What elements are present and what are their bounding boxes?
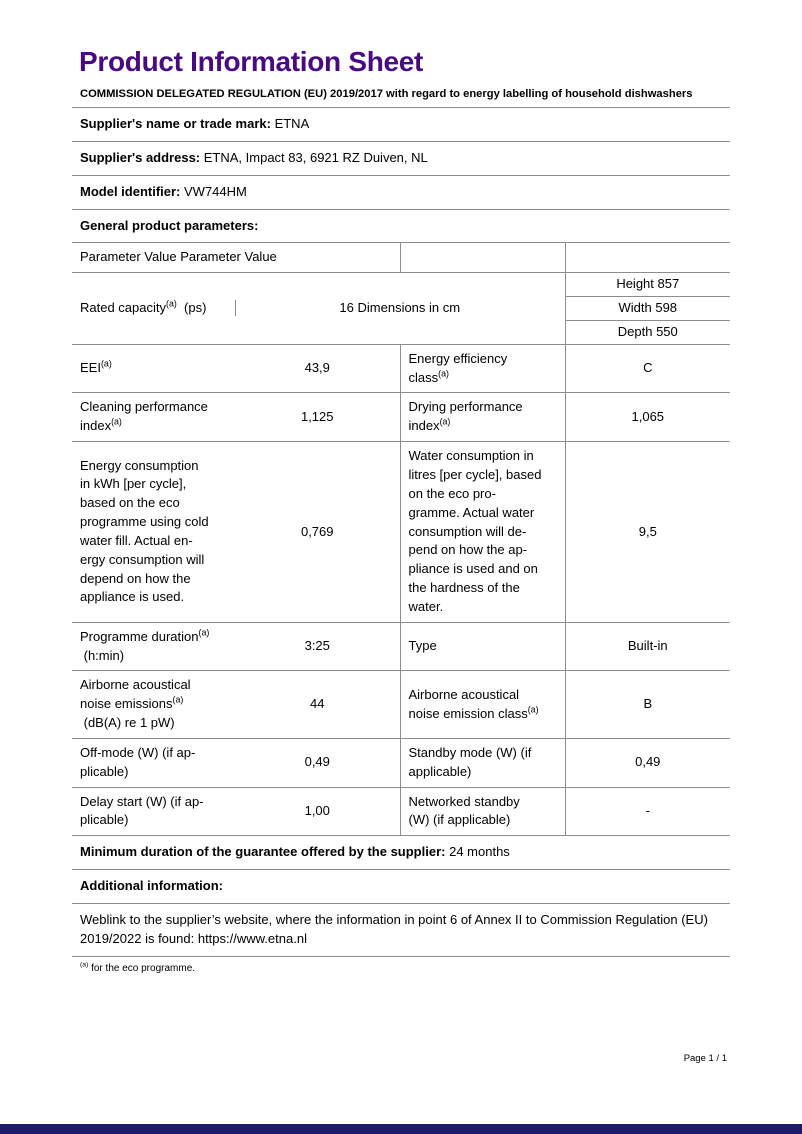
- param-energy-consumption-value: 0,769: [235, 442, 400, 623]
- param-energy-consumption-label: Energy consumption in kWh [per cycle], based on the eco programme using cold water fill. Actual en- ergy consumption will depend on how the appliance is used.: [72, 442, 235, 623]
- param-noise-class-label: Airborne acoustical noise emission class$^{(a)}$: [400, 671, 565, 739]
- model-identifier-label: Model identifier:: [80, 183, 181, 199]
- param-eei-value: 43,9: [235, 344, 400, 393]
- param-type-value: Built-in: [565, 622, 730, 671]
- param-cleaning-value: 1,125: [235, 393, 400, 442]
- param-offmode-label: Off-mode (W) (if ap- plicable): [72, 738, 235, 787]
- param-noise-value: 44: [235, 671, 400, 739]
- general-parameters-heading-row: [72, 209, 730, 243]
- param-duration-value: 3:25: [235, 622, 400, 671]
- supplier-name-value: ETNA: [274, 116, 310, 131]
- dimension-depth-value: 550: [656, 323, 678, 339]
- dimension-width-value: 598: [655, 300, 678, 316]
- model-identifier-cell: [72, 175, 730, 209]
- model-identifier-value: VW744HM: [184, 183, 247, 199]
- dimension-height-label: Height: [616, 276, 654, 292]
- supplier-name-cell: [72, 108, 730, 142]
- param-rated-capacity-value: [235, 273, 565, 345]
- guarantee-label: Minimum duration of the guarantee offered by the supplier:: [80, 844, 446, 860]
- param-noise-class-value: B: [565, 671, 730, 739]
- supplier-name-row: [72, 108, 730, 142]
- param-cleaning-label: Cleaning performance index$^{(a)}$: [72, 393, 235, 442]
- param-standby-label: Standby mode (W) (if applicable): [400, 738, 565, 787]
- additional-info-heading-row: [72, 870, 730, 904]
- param-energy-class-value: C: [565, 344, 730, 393]
- dimension-height: [565, 273, 730, 297]
- param-offmode-value: 0,49: [235, 738, 400, 787]
- param-networked-label: Networked standby (W) (if applicable): [400, 787, 565, 836]
- weblink-cell: [72, 904, 730, 957]
- param-delay-label: Delay start (W) (if ap- plicable): [72, 787, 235, 836]
- supplier-name-label: Supplier's name or trade mark:: [80, 116, 271, 131]
- table-header-row: [72, 243, 730, 273]
- rated-capacity-row: [72, 273, 730, 297]
- table-header-spacer-1: [400, 243, 565, 273]
- supplier-address-cell: [72, 141, 730, 175]
- weblink-url[interactable]: https://www.etna.nl: [197, 930, 307, 946]
- model-identifier-row: [72, 175, 730, 209]
- product-information-sheet: [72, 46, 730, 974]
- table-header-spacer-2: [565, 243, 730, 273]
- duration-type-row: [72, 622, 730, 671]
- weblink-text: Weblink to the supplier’s website, where the information in point 6 of Annex II to Commission Regulation (EU) 2019/2022 is found:: [80, 912, 708, 946]
- guarantee-row: [72, 836, 730, 870]
- parameters-table: [72, 107, 730, 957]
- supplier-address-value: ETNA, Impact 83, 6921 RZ Duiven, NL: [203, 149, 428, 165]
- additional-info-heading: Additional information:: [72, 870, 730, 904]
- cleaning-drying-row: [72, 393, 730, 442]
- param-energy-class-label: Energy efficiency class$^{(a)}$: [400, 344, 565, 393]
- page-indicator: Page 1 / 1: [683, 1053, 727, 1064]
- param-drying-value: 1,065: [565, 393, 730, 442]
- param-water-consumption-label: Water consumption in litres [per cycle], based on the eco pro- gramme. Actual water consumption will de- pend on how the ap- pliance is used and on the hardness of the water.: [400, 442, 565, 623]
- table-header-label: Parameter Value Parameter Value: [72, 243, 400, 273]
- guarantee-cell: [72, 836, 730, 870]
- offmode-standby-row: [72, 738, 730, 787]
- param-type-label: Type: [400, 622, 565, 671]
- footnote: [72, 963, 730, 974]
- supplier-address-row: [72, 141, 730, 175]
- delay-networked-row: [72, 787, 730, 836]
- dimension-width-label: Width: [618, 300, 652, 316]
- dimensions-label: Dimensions in cm: [357, 300, 461, 316]
- param-drying-label: Drying performance index$^{(a)}$: [400, 393, 565, 442]
- weblink-row: [72, 904, 730, 957]
- param-noise-label: Airborne acoustical noise emissions$^{(a)}$ (dB(A) re 1 pW): [72, 671, 235, 739]
- footnote-marker: (a): [80, 961, 89, 969]
- param-rated-capacity-label: Rated capacity$^{(a)}$ (ps): [72, 273, 235, 345]
- guarantee-value: 24 months: [449, 844, 510, 860]
- page-title: Product Information Sheet: [79, 46, 424, 77]
- footnote-text: for the eco programme.: [91, 962, 196, 974]
- general-parameters-heading: General product parameters:: [72, 209, 730, 243]
- param-standby-value: 0,49: [565, 738, 730, 787]
- rated-capacity-value: 16: [339, 300, 354, 316]
- param-water-consumption-value: 9,5: [565, 442, 730, 623]
- eei-row: [72, 344, 730, 393]
- dimension-depth: [565, 320, 730, 344]
- param-networked-value: -: [565, 787, 730, 836]
- param-delay-value: 1,00: [235, 787, 400, 836]
- param-duration-label: Programme duration$^{(a)}$ (h:min): [72, 622, 235, 671]
- supplier-address-label: Supplier's address:: [80, 149, 201, 165]
- consumption-row: [72, 442, 730, 623]
- bottom-bar: [0, 1124, 802, 1134]
- dimension-height-value: 857: [657, 276, 680, 292]
- param-eei-label: EEI$^{(a)}$: [72, 344, 235, 393]
- dimension-width: [565, 297, 730, 321]
- noise-row: [72, 671, 730, 739]
- dimension-depth-label: Depth: [617, 323, 653, 339]
- regulation-subtitle: COMMISSION DELEGATED REGULATION (EU) 2019/2017 with regard to energy labelling of household dishwashers: [80, 88, 693, 100]
